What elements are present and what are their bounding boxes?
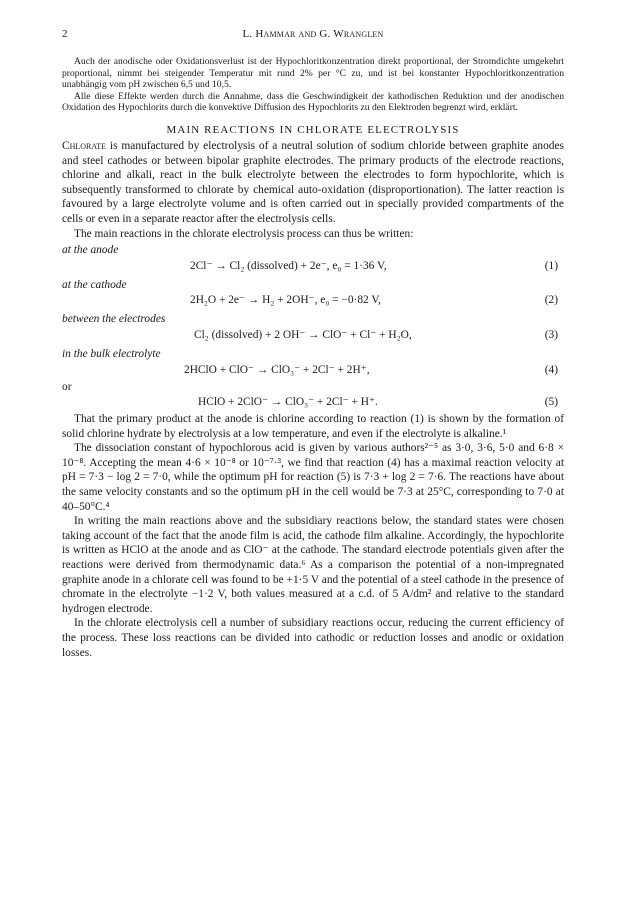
equation-number: (5) xyxy=(544,396,558,409)
body-text xyxy=(62,139,564,660)
intro-lead: Chlorate xyxy=(62,139,107,152)
equation-3 xyxy=(62,327,564,345)
paragraph: That the primary product at the anode is chlorine according to reaction (1) is shown by the formation of solid chlorine hydrate by electrolysis at a low temperature, and even if the electrolyte is alkaline.¹ xyxy=(62,413,564,440)
equation-number: (4) xyxy=(544,363,558,376)
equation-formula: Cl₂ (dissolved) + 2 OH⁻ → ClO⁻ + Cl⁻ + H₂O, xyxy=(194,328,412,341)
equation-2 xyxy=(62,292,564,310)
abstract-paragraph: Auch der anodische oder Oxidationsverlust ist der Hypochloritkonzentration direkt proportional, der Stromdichte umgekehrt proportional, nimmt bei steigender Temperatur mit rund 2% per °C zu, und ist bei konstanter Hypochloritkonzentration unabhängig vom pH zwischen 6,5 und 10,5. xyxy=(62,56,564,91)
equation-formula: 2HClO + ClO⁻ → ClO₃⁻ + 2Cl⁻ + 2H⁺, xyxy=(184,363,370,376)
section-heading: MAIN REACTIONS IN CHLORATE ELECTROLYSIS xyxy=(166,123,460,136)
equation-number: (2) xyxy=(544,294,558,307)
equation-4 xyxy=(62,362,564,380)
page-number: 2 xyxy=(62,28,68,40)
paragraph: The dissociation constant of hypochlorous acid is given by various authors²⁻⁵ as 3·0, 3·6, 5·0 and 6·8 × 10⁻⁸. Accepting the mean 4·6 × 10⁻⁸ or 10⁻⁷·³, we find that reaction (4) has a maximal reaction velocity at pH = 7·3 − log 2 = 7·0, while the optimum pH for reaction (5) is 7·3 + log 2 = 7·6. The reactions have about the same velocity constants and so the optimum pH in the cell would be 7·3 at 25°C, corresponding to 7·0 at 40–50°C.⁴ xyxy=(62,442,564,513)
label-or: or xyxy=(62,380,72,393)
abstract xyxy=(62,56,564,114)
equation-number: (1) xyxy=(544,259,558,272)
page-header xyxy=(62,28,564,48)
intro-paragraph xyxy=(62,139,564,227)
equation-number: (3) xyxy=(544,328,558,341)
running-title: L. Hammar and G. Wranglen xyxy=(242,28,384,40)
paragraph: In the chlorate electrolysis cell a number of subsidiary reactions occur, reducing the current efficiency of the process. These loss reactions can be divided into cathodic or reduction losses and anodic or oxidation losses. xyxy=(62,617,564,659)
equation-1 xyxy=(62,258,564,276)
equation-formula: 2Cl⁻ → Cl₂ (dissolved) + 2e⁻, e₀ = 1·36 V, xyxy=(190,259,387,272)
reactions-intro: The main reactions in the chlorate electrolysis process can thus be written: xyxy=(74,227,414,240)
intro-text: is manufactured by electrolysis of a neutral solution of sodium chloride between graphite anodes and steel cathodes or between bipolar graphite electrodes. The primary products of the electrode reactions, chlorine and alkali, react in the bulk electrolyte between the electrodes to form hypochlorite, which is subsequently transformed to chlorate by chemical auto-oxidation (disproportionation). The latter reaction is favoured by a large electrolyte volume and is often carried out in specially provided compartments of the cells or even in a separate reactor after the electrolysis cells. xyxy=(62,139,564,225)
label-between: between the electrodes xyxy=(62,313,166,326)
abstract-paragraph: Alle diese Effekte werden durch die Annahme, dass die Geschwindigkeit der kathodischen Reduktion und der anodischen Oxidation des Hypochlorits durch die konvektive Diffusion des Hypochlorits zu den Elektroden begrenzt wird, erklärt. xyxy=(62,90,564,114)
label-bulk: in the bulk electrolyte xyxy=(62,347,161,360)
paragraph: In writing the main reactions above and the subsidiary reactions below, the standard states were chosen taking account of the fact that the anode film is acid, the cathode film alkaline. Accordingly, the hypochlorite is written as HClO at the anode and as ClO⁻ at the cathode. The standard electrode potentials given after the reactions were derived from thermodynamic data.⁶ As a comparison the potential of a non-impregnated graphite anode in a chlorate cell was found to be +1·5 V and the potential of a steel cathode in the presence of chromate in the electrolyte −1·2 V, both values measured at a c.d. of 5 A/dm² and relative to the standard hydrogen electrode. xyxy=(62,515,564,615)
equation-formula: HClO + 2ClO⁻ → ClO₃⁻ + 2Cl⁻ + H⁺. xyxy=(198,396,378,409)
equation-5 xyxy=(62,394,564,412)
equation-formula: 2H₂O + 2e⁻ → H₂ + 2OH⁻, e₀ = −0·82 V, xyxy=(190,294,381,307)
label-cathode: at the cathode xyxy=(62,278,127,291)
page xyxy=(62,28,564,660)
label-anode: at the anode xyxy=(62,244,119,257)
